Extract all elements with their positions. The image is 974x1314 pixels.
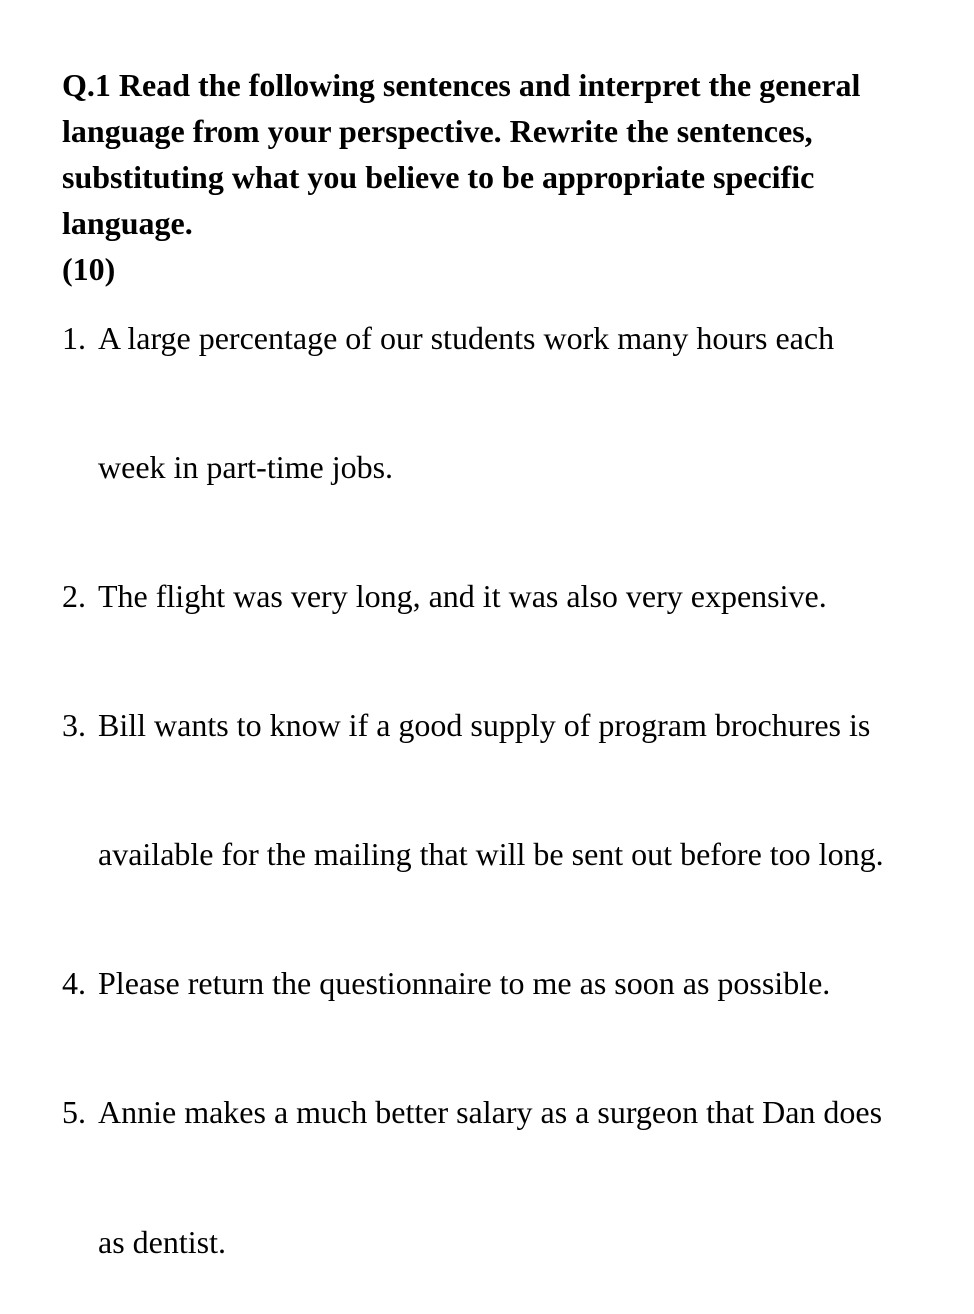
item-number: 4. bbox=[62, 965, 86, 1001]
item-text: available for the mailing that will be sent out before too long. bbox=[98, 836, 884, 872]
item-text: as dentist. bbox=[98, 1224, 226, 1260]
item-number: 1. bbox=[62, 320, 86, 356]
item-number: 5. bbox=[62, 1094, 86, 1130]
item-text: Please return the questionnaire to me as soon as possible. bbox=[98, 965, 831, 1001]
item-text: A large percentage of our students work many hours each bbox=[98, 320, 835, 356]
item-text: Annie makes a much better salary as a surgeon that Dan does bbox=[98, 1094, 883, 1130]
item-number: 2. bbox=[62, 578, 86, 614]
question-heading: Q.1 Read the following sentences and interpret the general language from your perspective. Rewrite the sentences, substituting what you believe to be appropriate specific language. bbox=[62, 67, 861, 241]
item-text: week in part-time jobs. bbox=[98, 449, 394, 485]
item-number: 3. bbox=[62, 707, 86, 743]
item-text: Bill wants to know if a good supply of program brochures is bbox=[98, 707, 871, 743]
item-text: The flight was very long, and it was also very expensive. bbox=[98, 578, 827, 614]
question-marks: (10) bbox=[62, 251, 116, 287]
